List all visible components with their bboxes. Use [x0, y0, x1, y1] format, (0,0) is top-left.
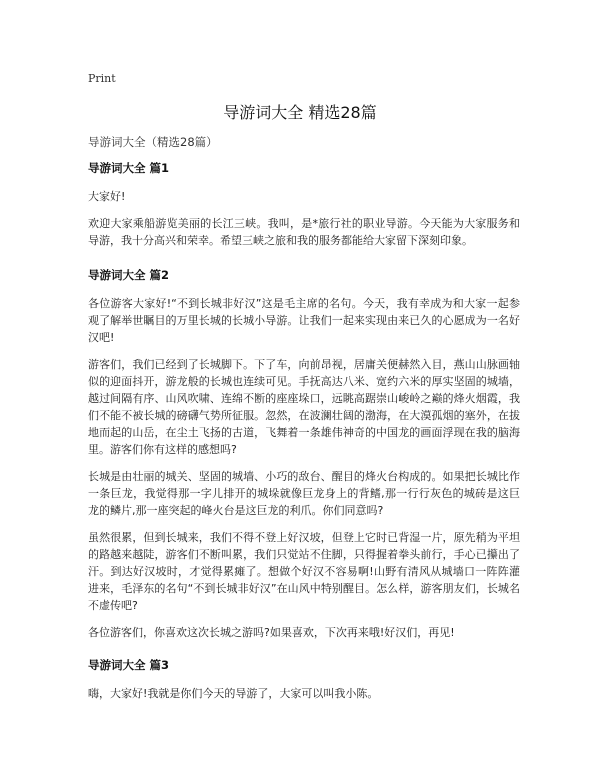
section-heading: 导游词大全 篇2	[88, 268, 170, 282]
paragraph: 虽然很累，但到长城来，我们不得不登上好汉坡，但登上它时已背湿一片，原先稍为平坦的路越来越陡，游客们不断叫累，我们只觉站不住脚，只得握着拳头前行，手心已攥出了汗。到达好汉坡时，才觉得累瘫了。想做个好汉不容易啊!山野有清风从城墙口一阵阵灌进来，毛泽东的名句“不到长城非好汉”在山风中特别醒目。怎么样，游客朋友们，长城名不虚传吧?	[88, 531, 520, 612]
section-2	[88, 267, 520, 641]
paragraph: 欢迎大家乘船游览美丽的长江三峡。我叫，是*旅行社的职业导游。今天能为大家服务和导游，我十分高兴和荣幸。希望三峡之旅和我的服务都能给大家留下深刻印象。	[88, 217, 520, 247]
paragraph: 游客们，我们已经到了长城脚下。下了车，向前昂视，居庸关便赫然入目，燕山山脉画轴似的迎面抖开，游龙般的长城也连续可见。手抚高达八米、宽约六米的厚实坚固的城墙，越过间隔有序、山风吹啸、连绵不断的座座垛口，远眺高踞崇山峻岭之巅的烽火烟霞，我们不能不被长城的磅礴气势所征服。忽然，在波澜壮阔的渤海，在大漠孤烟的塞外，在拔地而起的山岳，在尘土飞扬的古道，飞舞着一条雄伟神奇的中国龙的画面浮现在我的脑海里。游客们你有这样的感想吗?	[88, 358, 520, 456]
page-title: 导游词大全 精选28篇	[223, 103, 377, 122]
paragraph: 各位游客们，你喜欢这次长城之游吗?如果喜欢，下次再来哦!好汉们，再见!	[88, 626, 455, 639]
print-label[interactable]: Print	[88, 72, 116, 85]
paragraph: 各位游客大家好!“不到长城非好汉”这是毛主席的名句。今天，我有幸成为和大家一起参观了解举世瞩目的万里长城的长城小导游。让我们一起来实现由来已久的心愿成为一名好汉吧!	[88, 297, 520, 344]
section-3	[88, 657, 520, 702]
paragraph: 长城是由壮丽的城关、坚固的城墙、小巧的敌台、醒目的烽火台构成的。如果把长城比作一条巨龙，我觉得那一字儿排开的城垛就像巨龙身上的背鳍,那一行行灰色的城砖是这巨龙的鳞片,那一座突起的峰火台是这巨龙的利爪。你们同意吗?	[88, 470, 520, 517]
section-1	[88, 160, 520, 249]
paragraph: 大家好!	[88, 190, 126, 203]
page-subtitle: 导游词大全（精选28篇）	[88, 135, 218, 149]
section-heading: 导游词大全 篇1	[88, 161, 170, 175]
document-body	[88, 160, 520, 712]
section-heading: 导游词大全 篇3	[88, 658, 170, 672]
paragraph: 嗨，大家好!我就是你们今天的导游了，大家可以叫我小陈。	[88, 687, 379, 700]
